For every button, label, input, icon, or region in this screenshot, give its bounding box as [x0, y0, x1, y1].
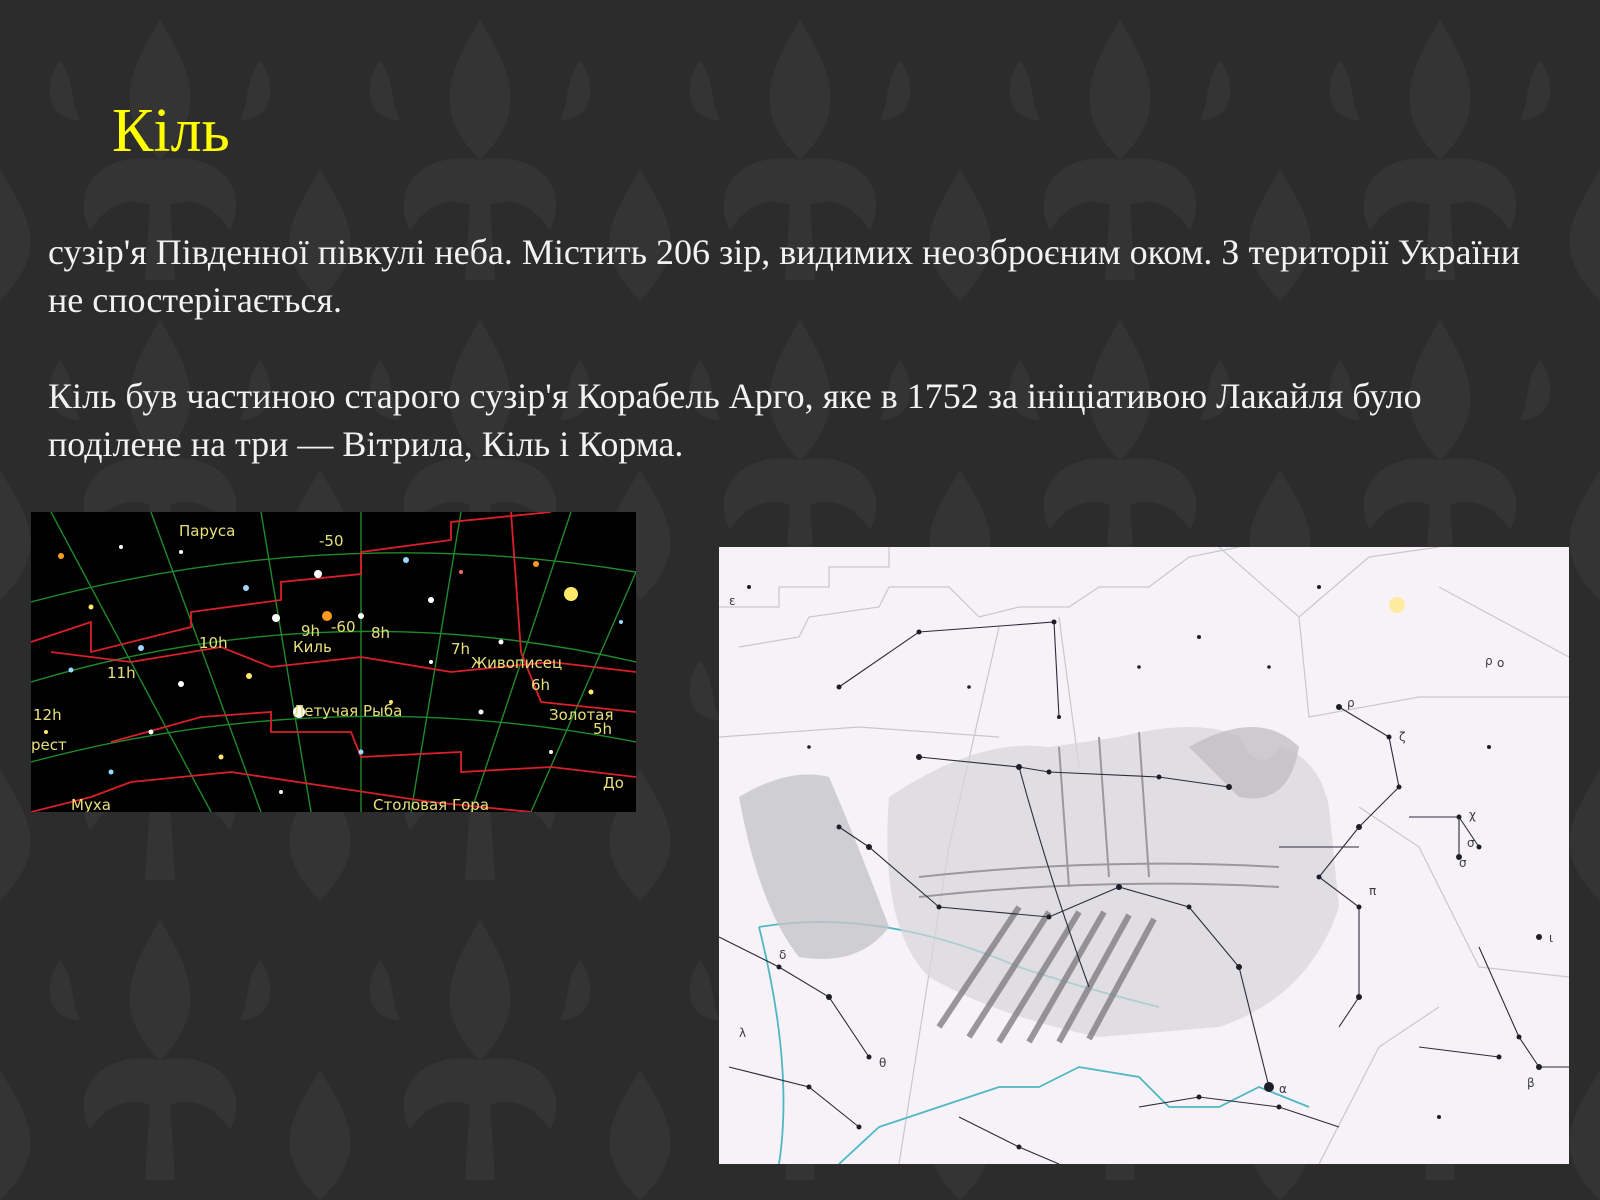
label-12h: 12h: [33, 706, 62, 724]
atlas-label-lambda: λ: [739, 1026, 747, 1040]
atlas-label-delta: δ: [779, 948, 787, 962]
label-stolovaya-gora: Столовая Гора: [373, 796, 490, 812]
label-dor: До: [603, 774, 624, 792]
label-8h: 8h: [371, 624, 391, 642]
label-krest: рест: [31, 736, 67, 754]
label-parusa: Паруса: [179, 522, 236, 540]
label-kil: Киль: [293, 638, 332, 656]
atlas-label-rho: ρ: [1485, 654, 1493, 668]
atlas-label-epsilon: ε: [729, 594, 736, 608]
atlas-label-pi: π: [1369, 884, 1377, 898]
history-paragraph: Кіль був частиною старого сузір'я Корабель Арго, яке в 1752 за ініціативою Лакайля було поділене на три — Вітрила, Кіль і Корма.: [48, 376, 1422, 464]
slide-title: Кіль: [112, 97, 230, 165]
atlas-label-sigma: σ: [1467, 836, 1475, 850]
label-dec-50: -50: [319, 532, 344, 550]
atlas-label-beta: β: [1527, 1076, 1535, 1090]
atlas-label-omicron: ο: [1497, 656, 1505, 670]
label-7h: 7h: [451, 640, 471, 658]
label-mukha: Муха: [71, 796, 111, 812]
label-11h: 11h: [107, 664, 136, 682]
atlas-label-chi: χ: [1469, 808, 1476, 822]
label-dec-60: -60: [331, 618, 356, 636]
label-5h: 5h: [593, 720, 613, 738]
label-10h: 10h: [199, 634, 228, 652]
atlas-bright-star: [1389, 597, 1405, 613]
label-zhivopisets: Живописец: [471, 654, 563, 672]
label-zolotaya: Золотая: [549, 706, 614, 724]
atlas-label-theta: θ: [879, 1056, 887, 1070]
atlas-label-iota: ι: [1549, 931, 1554, 945]
atlas-label-alpha: α: [1279, 1082, 1287, 1096]
star-chart-image: [31, 512, 636, 812]
description-paragraph: сузір'я Південної півкулі неба. Містить 206 зір, видимих неозброєним оком. З території України не спостерігається.: [48, 232, 1521, 320]
label-9h: 9h: [301, 622, 321, 640]
atlas-label-sigma-2: σ: [1459, 856, 1467, 870]
slide-body: [48, 228, 1548, 468]
argo-atlas-image: [719, 547, 1569, 1164]
label-letuchaya-ryba: Летучая Рыба: [293, 702, 403, 720]
atlas-label-zeta: ζ: [1399, 730, 1406, 744]
label-6h: 6h: [531, 676, 551, 694]
atlas-label-rho-2: ρ: [1347, 696, 1355, 710]
